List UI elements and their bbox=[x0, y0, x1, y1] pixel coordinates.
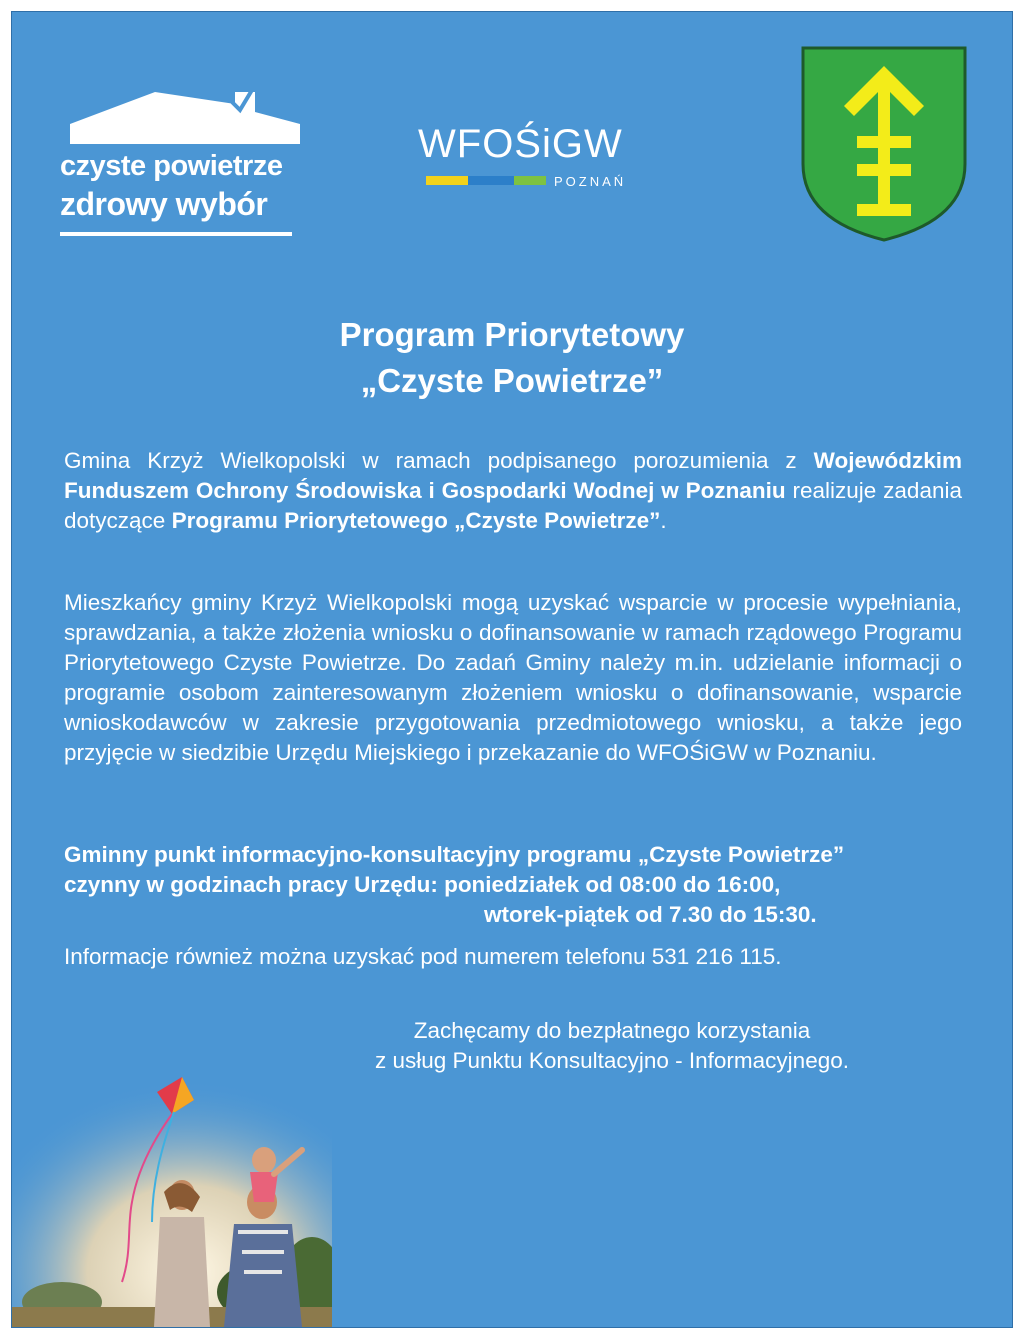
page-title bbox=[162, 312, 862, 404]
intro-text-3: . bbox=[660, 508, 667, 533]
logo-bar-blue bbox=[468, 176, 514, 185]
logo-line-2: zdrowy wybór bbox=[60, 186, 268, 222]
info-line-3: wtorek-piątek od 7.30 do 15:30. bbox=[484, 902, 817, 927]
wfosigw-logo bbox=[416, 122, 656, 202]
support-paragraph: Mieszkańcy gminy Krzyż Wielkopolski mogą uzyskać wsparcie w procesie wypełniania, sprawdzania, a także złożenia wniosku o dofinansowanie w ramach rządowego Programu Priorytetowego Czyste Powietrze. Do zadań Gminy należy m.in. udzielanie informacji o programie osobom zainteresowanym złożeniem wniosku o dofinansowanie, wsparcie wnioskodawców w zakresie przygotowania przedmiotowego wniosku, a także jego przyjęcie w siedzibie Urzędu Miejskiego i przekazanie do WFOŚiGW w Poznaniu. bbox=[64, 590, 962, 765]
logo-bar-green bbox=[514, 176, 546, 185]
intro-bold-1: Wojewódzkim Funduszem Ochrony Środowiska i Gospodarki Wodnej w Poznaniu bbox=[64, 448, 962, 503]
logo-line-1: czyste powietrze bbox=[60, 150, 283, 182]
coat-of-arms-icon bbox=[799, 44, 969, 244]
intro-text-1: Gmina Krzyż Wielkopolski w ramach podpisanego porozumienia z bbox=[64, 448, 814, 473]
intro-paragraph bbox=[64, 446, 962, 536]
info-line-2: czynny w godzinach pracy Urzędu: poniedziałek od 08:00 do 16:00, bbox=[64, 872, 781, 897]
family-with-kite-photo bbox=[12, 1052, 332, 1327]
intro-bold-2: Programu Priorytetowego „Czyste Powietrze” bbox=[171, 508, 661, 533]
logo-bar-yellow bbox=[426, 176, 468, 185]
logo-underline bbox=[60, 232, 292, 236]
czyste-powietrze-logo bbox=[60, 82, 300, 252]
wfosigw-brand: WFOŚiGW bbox=[418, 122, 623, 166]
title-line-2: „Czyste Powietrze” bbox=[360, 362, 664, 399]
house-roof-icon bbox=[60, 82, 300, 152]
closing-line-2: z usług Punktu Konsultacyjno - Informacyjnego. bbox=[374, 1048, 849, 1073]
info-point-paragraph bbox=[64, 840, 962, 930]
closing-text bbox=[302, 1016, 922, 1076]
poster bbox=[12, 12, 1012, 1327]
closing-line-1: Zachęcamy do bezpłatnego korzystania bbox=[413, 1018, 811, 1043]
info-line-1: Gminny punkt informacyjno-konsultacyjny programu „Czyste Powietrze” bbox=[64, 842, 845, 867]
wfosigw-city: POZNAŃ bbox=[554, 174, 627, 189]
intro-text-2: realizuje zadania dotyczące bbox=[64, 478, 962, 533]
title-line-1: Program Priorytetowy bbox=[339, 316, 685, 353]
phone-info: Informacje również można uzyskać pod numerem telefonu 531 216 115. bbox=[64, 944, 782, 969]
